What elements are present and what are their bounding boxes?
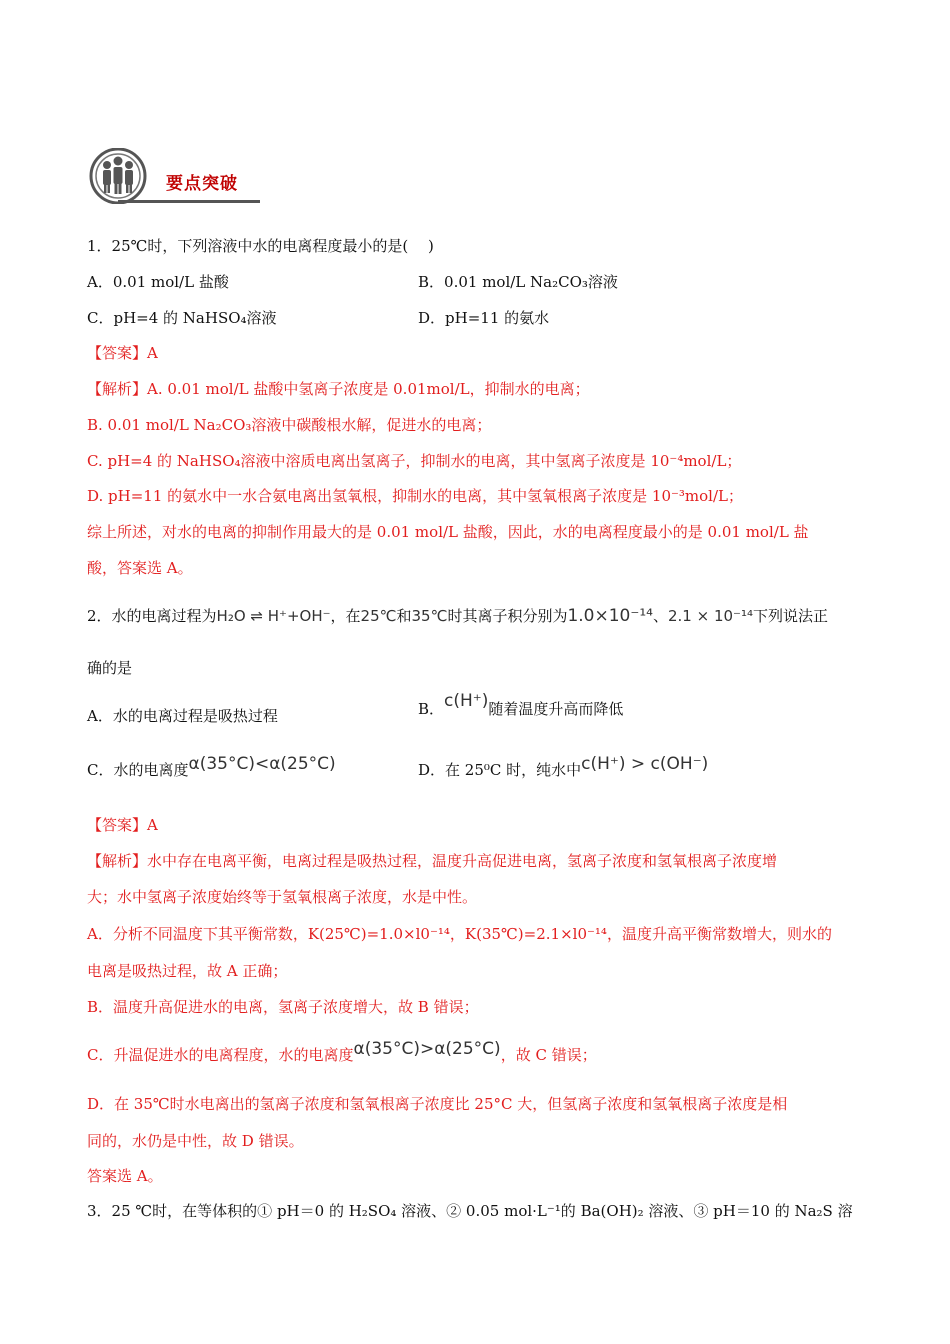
q2-and: 和 [396, 607, 412, 625]
q1-explanation-1: 【解析】A. 0.01 mol/L 盐酸中氢离子浓度是 0.01mol/L，抑制水的电离； [87, 380, 590, 398]
q3-stem: 3．25 ℃时，在等体积的① pH＝0 的 H₂SO₄ 溶液、② 0.05 mol·L⁻¹的 Ba(OH)₂ 溶液、③ pH＝10 的 Na₂S 溶 [87, 1202, 853, 1220]
q1-explanation-4: D. pH=11 的氨水中一水合氨电离出氢氧根，抑制水的电离，其中氢氧根离子浓度是 10⁻³mol/L； [87, 487, 743, 505]
q1-option-d: D．pH=11 的氨水 [418, 309, 550, 327]
q2-stem-c: 时其离子积分别为 [447, 607, 568, 625]
q2-explanation-7: D．在 35℃时水电离出的氢离子浓度和氢氧根离子浓度比 25°C 大，但氢离子浓度和氢氧根离子浓度是相 [87, 1095, 788, 1113]
q2-option-d [418, 754, 709, 780]
q2-option-d-text: D．在 25⁰C 时，纯水中 [418, 761, 582, 779]
q1-option-b: B．0.01 mol/L Na₂CO₃溶液 [418, 273, 618, 291]
q2-explanation-2: 大；水中氢离子浓度始终等于氢氧根离子浓度，水是中性。 [87, 888, 478, 906]
people-group-icon [88, 148, 152, 204]
q2-temp-25: 25℃ [360, 607, 397, 625]
q2-stem-d: 下列说法正 [752, 607, 828, 625]
q1-explanation-2: B. 0.01 mol/L Na₂CO₃溶液中碳酸根水解，促进水的电离； [87, 416, 492, 434]
q1-explanation-5: 综上所述，对水的电离的抑制作用最大的是 0.01 mol/L 盐酸，因此，水的电离程度最小的是 0.01 mol/L 盐 [87, 523, 809, 541]
section-title: 要点突破 [166, 174, 238, 194]
q2-option-b-formula: c(H⁺) [444, 691, 489, 711]
q2-explanation-4: 电离是吸热过程，故 A 正确； [87, 962, 288, 980]
q2-stem-line1 [87, 606, 828, 626]
q2-explanation-8: 同的，水仍是中性，故 D 错误。 [87, 1132, 304, 1150]
q1-explanation-6: 酸，答案选 A。 [87, 559, 193, 577]
q2-explanation-6-text: C．升温促进水的电离程度，水的电离度 [87, 1046, 354, 1064]
q2-option-c-text: C．水的电离度 [87, 761, 189, 779]
q2-explanation-3: A．分析不同温度下其平衡常数，K(25℃)=1.0×l0⁻¹⁴，K(35℃)=2.1×l0⁻¹⁴，温度升高平衡常数增大，则水的 [87, 925, 832, 943]
q2-stem-line2: 确的是 [87, 659, 133, 677]
q2-temp-35: 35℃ [411, 607, 448, 625]
q2-k1: 1.0×10⁻¹⁴ [567, 606, 653, 626]
q2-option-b [418, 691, 624, 719]
q1-answer: 【答案】A [87, 344, 158, 362]
q2-explanation-6-formula: α(35°C)>α(25°C) [353, 1039, 501, 1059]
q1-explanation-3: C. pH=4 的 NaHSO₄溶液中溶质电离出氢离子，抑制水的电离，其中氢离子浓度是 10⁻⁴mol/L； [87, 452, 742, 470]
q2-explanation-6 [87, 1039, 597, 1065]
header-divider [118, 200, 260, 203]
q2-option-c-formula: α(35°C)<α(25°C) [188, 754, 336, 774]
q2-option-d-formula: c(H⁺) > c(OH⁻) [581, 754, 709, 774]
q2-option-b-label: B． [418, 700, 445, 718]
q2-option-c [87, 754, 336, 780]
q2-separator: 、 [652, 607, 668, 625]
q2-final-answer: 答案选 A。 [87, 1167, 163, 1185]
q2-equation: H₂O ⇌ H⁺+OH⁻ [216, 607, 331, 625]
q1-option-c: C．pH=4 的 NaHSO₄溶液 [87, 309, 277, 327]
q2-stem-a: 2．水的电离过程为 [87, 607, 217, 625]
q2-stem-b: ，在 [330, 607, 361, 625]
q2-explanation-5: B．温度升高促进水的电离，氢离子浓度增大，故 B 错误； [87, 998, 479, 1016]
q2-explanation-1: 【解析】水中存在电离平衡，电离过程是吸热过程，温度升高促进电离，氢离子浓度和氢氧根离子浓度增 [87, 852, 778, 870]
q2-answer: 【答案】A [87, 816, 158, 834]
section-header [88, 146, 260, 206]
q2-explanation-6-end: ，故 C 错误； [500, 1046, 597, 1064]
q1-option-a: A．0.01 mol/L 盐酸 [87, 273, 229, 291]
q2-k2: 2.1 × 10⁻¹⁴ [667, 607, 753, 625]
q2-option-b-text: 随着温度升高而降低 [488, 700, 624, 718]
q2-option-a: A．水的电离过程是吸热过程 [87, 707, 278, 725]
q1-stem: 1．25℃时，下列溶液中水的电离程度最小的是( ) [87, 237, 434, 255]
